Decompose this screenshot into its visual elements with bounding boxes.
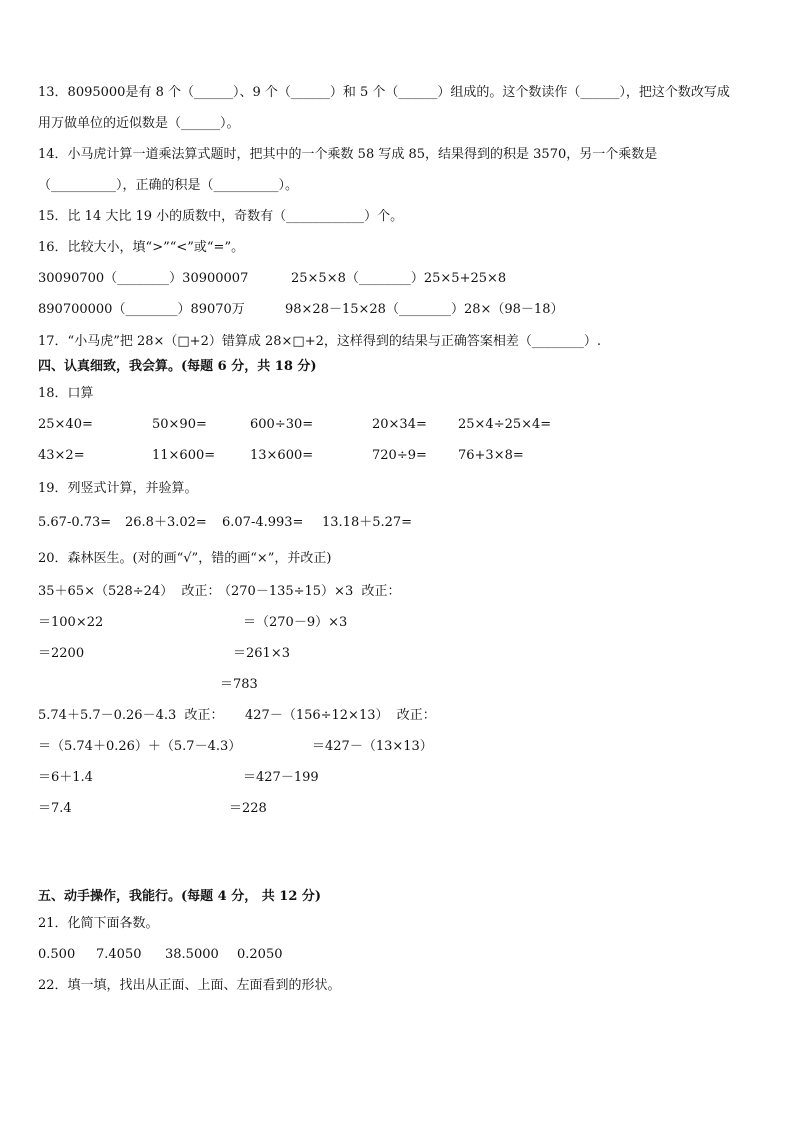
q13-line2: 用万做单位的近似数是（______）。 — [38, 116, 240, 131]
q18-r1-c3: 600÷30= — [250, 417, 314, 432]
q19-title: 19．列竖式计算，并验算。 — [38, 481, 198, 496]
q20-a-line3: ＝2200 — [38, 646, 85, 661]
q21-item-1: 0.500 — [38, 947, 76, 962]
q16-item-b: 25×5×8（________）25×5+25×8 — [291, 271, 507, 286]
q16-item-d: 98×28－15×28（________）28×（98－18） — [285, 302, 564, 317]
q20-b-line4: ＝783 — [220, 677, 258, 692]
q20-c-line1: 5.74＋5.7－0.26－4.3 改正： — [38, 708, 224, 723]
q18-r2-c2: 11×600= — [152, 448, 216, 463]
section-5-heading: 五、动手操作，我能行。(每题 4 分， 共 12 分) — [38, 889, 322, 904]
q20-d-line2: ＝427－（13×13） — [312, 739, 433, 754]
q20-a-line1: 35＋65×（528÷24） 改正： — [38, 584, 221, 599]
q20-d-line4: ＝228 — [229, 801, 267, 816]
q21-item-4: 0.2050 — [237, 947, 283, 962]
q19-item-1: 5.67-0.73= — [38, 515, 112, 530]
q18-r1-c2: 50×90= — [152, 417, 207, 432]
q16-title: 16．比较大小，填“>”“<”或“=”。 — [38, 240, 245, 255]
q21-item-3: 38.5000 — [165, 947, 219, 962]
q15-text: 15．比 14 大比 19 小的质数中，奇数有（____________）个。 — [38, 209, 404, 224]
q17-text: 17．“小马虎”把 28×（□+2）错算成 28×□+2，这样得到的结果与正确答案相差（________）. — [38, 334, 601, 349]
q18-r1-c5: 25×4÷25×4= — [458, 417, 552, 432]
q16-item-c: 890700000（________）89070万 — [38, 302, 245, 317]
q18-r1-c4: 20×34= — [372, 417, 427, 432]
q20-c-line3: ＝6＋1.4 — [38, 770, 93, 785]
q19-item-2: 26.8＋3.02= — [125, 515, 207, 530]
q20-c-line4: ＝7.4 — [38, 801, 72, 816]
q21-title: 21．化简下面各数。 — [38, 916, 159, 931]
q20-b-line2: ＝（270－9）×3 — [243, 615, 348, 630]
q14-line2: （__________），正确的积是（__________）。 — [38, 178, 299, 193]
q20-d-line3: ＝427－199 — [243, 770, 319, 785]
q20-d-line1: 427－（156÷12×13） 改正： — [245, 708, 436, 723]
section-4-heading: 四、认真细致，我会算。(每题 6 分，共 18 分) — [38, 359, 317, 374]
q19-item-3: 6.07-4.993= — [222, 515, 304, 530]
q20-a-line2: ＝100×22 — [38, 615, 104, 630]
q22-text: 22．填一填，找出从正面、上面、左面看到的形状。 — [38, 978, 341, 993]
q20-b-line3: ＝261×3 — [233, 646, 290, 661]
q18-r1-c1: 25×40= — [38, 417, 93, 432]
q18-r2-c3: 13×600= — [250, 448, 314, 463]
q18-r2-c4: 720÷9= — [372, 448, 427, 463]
q14-line1: 14．小马虎计算一道乘法算式题时，把其中的一个乘数 58 写成 85，结果得到的积是 3570，另一个乘数是 — [38, 147, 658, 162]
q21-item-2: 7.4050 — [96, 947, 142, 962]
q20-c-line2: ＝（5.74＋0.26）＋（5.7－4.3） — [38, 739, 242, 754]
q13-line1: 13．8095000是有 8 个（______）、9 个（______）和 5 个（______）组成的。这个数读作（______），把这个数改写成 — [38, 85, 730, 100]
q18-title: 18．口算 — [38, 386, 94, 401]
q20-b-line1: （270－135÷15）×3 改正： — [218, 584, 401, 599]
q18-r2-c1: 43×2= — [38, 448, 85, 463]
q16-item-a: 30090700（________）30900007 — [38, 271, 249, 286]
q18-r2-c5: 76+3×8= — [458, 448, 524, 463]
q20-title: 20．森林医生。(对的画“√”，错的画“×”，并改正) — [38, 551, 332, 566]
q19-item-4: 13.18＋5.27= — [322, 515, 413, 530]
